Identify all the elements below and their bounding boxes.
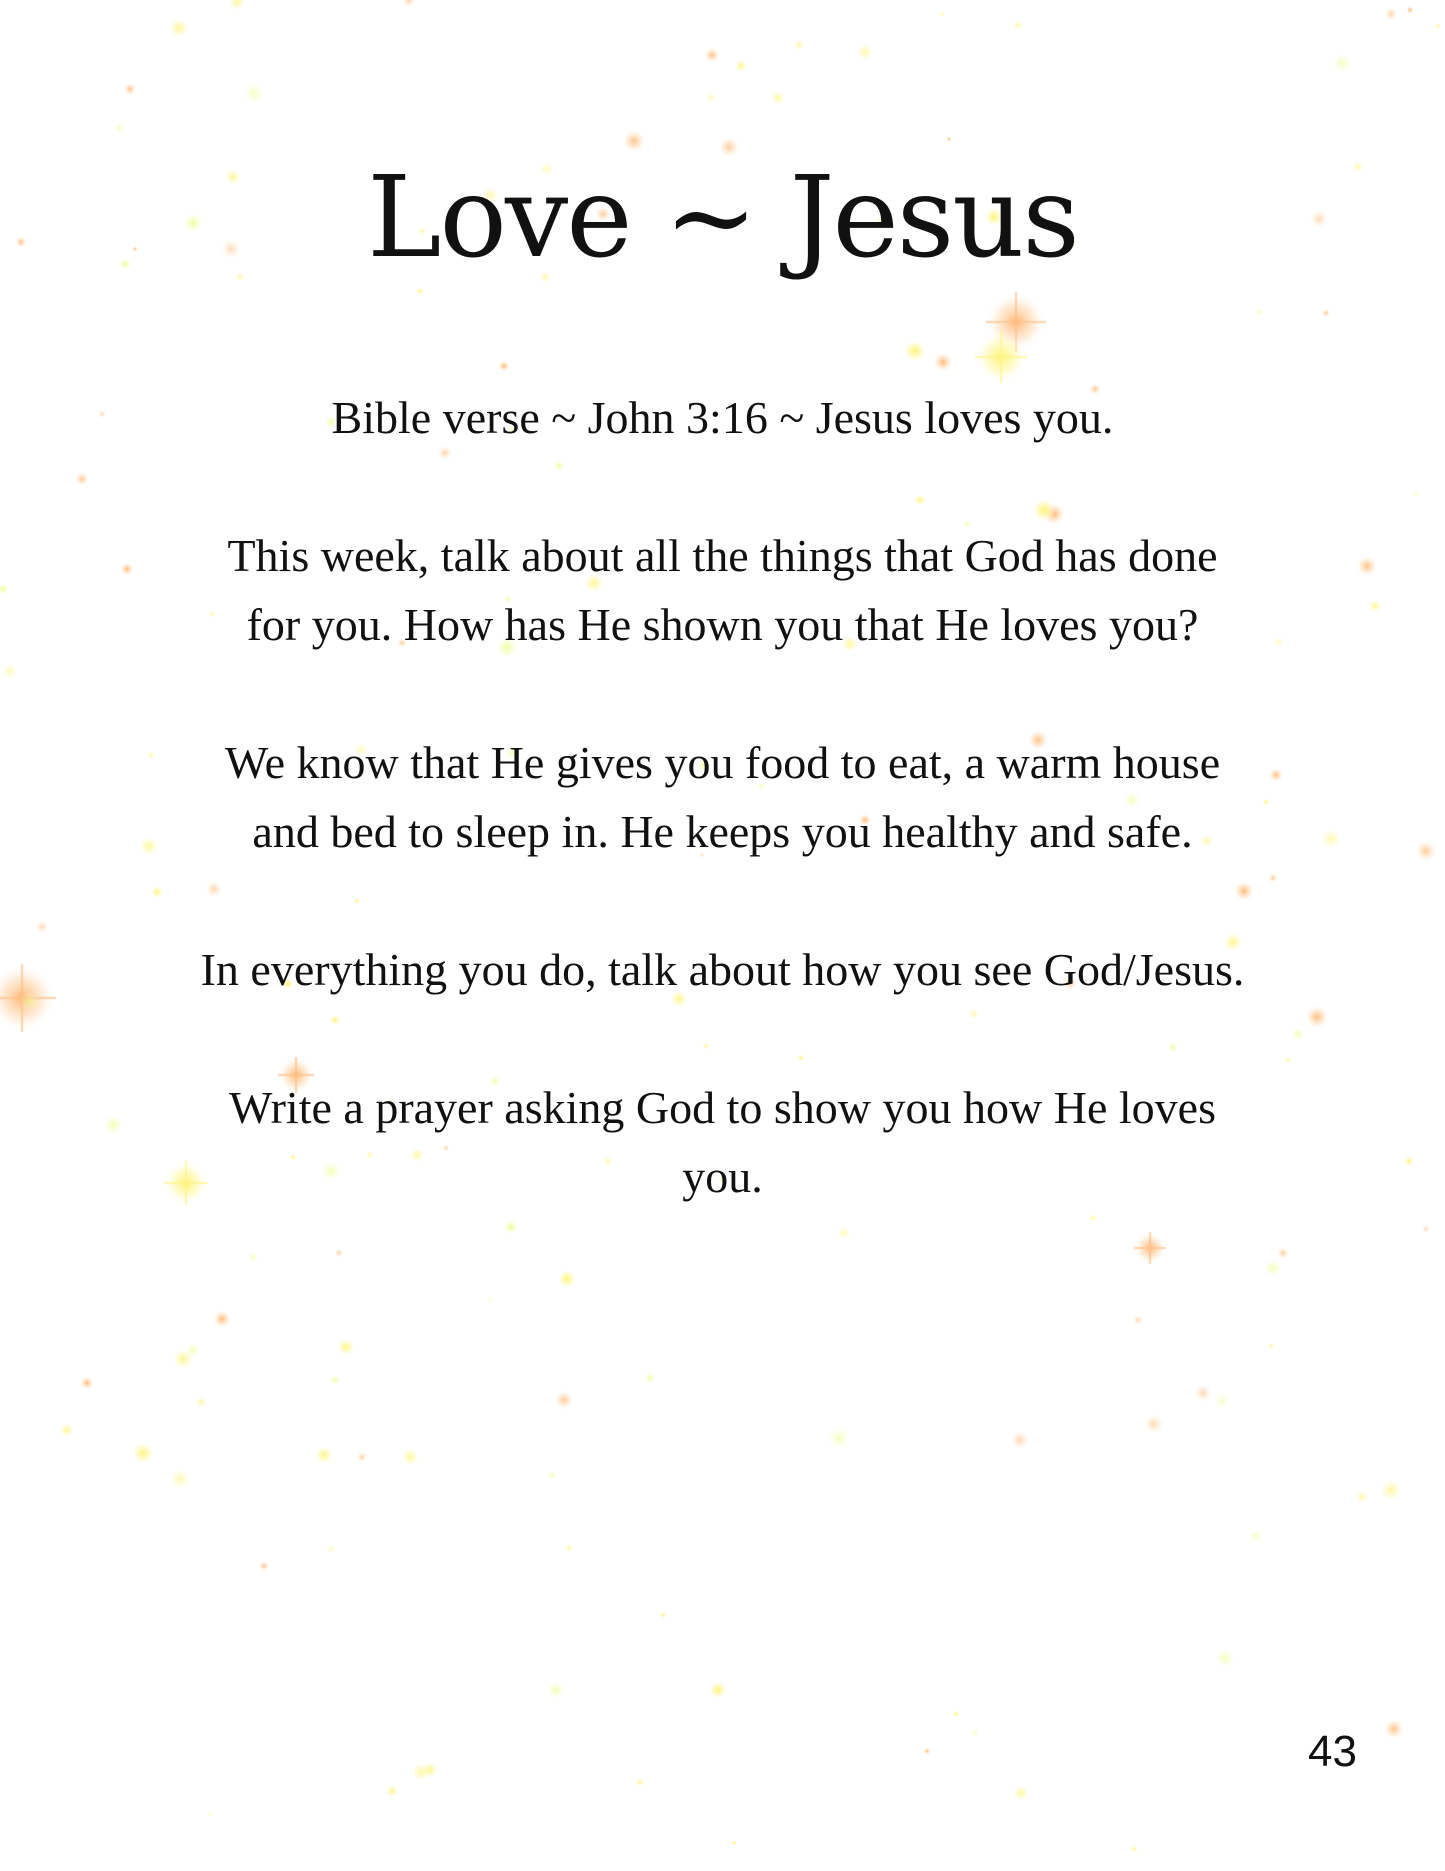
- sparkle-dot: [1214, 1393, 1230, 1409]
- sparkle-dot: [1435, 23, 1441, 29]
- sparkle-dot: [933, 352, 953, 372]
- sparkle-dot: [498, 360, 510, 372]
- sparkle-dot: [402, 0, 416, 7]
- sparkle-dot: [1133, 1315, 1144, 1326]
- sparkle-dot: [1250, 1530, 1263, 1543]
- sparkle-dot: [1413, 491, 1420, 498]
- sparkle-dot: [923, 1747, 931, 1755]
- sparkle-dot: [1277, 1247, 1289, 1259]
- sparkle-dot: [1268, 873, 1278, 883]
- sparkle-dot: [213, 1310, 232, 1329]
- sparkle-dot: [487, 1296, 493, 1302]
- sparkle-dot: [704, 47, 720, 63]
- sparkle-dot: [659, 1611, 667, 1619]
- sparkle-dot: [952, 1710, 960, 1718]
- sparkle-dot: [1356, 555, 1378, 577]
- sparkle-dot: [80, 1376, 94, 1390]
- sparkle-dot: [1269, 768, 1284, 783]
- sparkle-dot: [564, 1543, 573, 1552]
- sparkle-dot: [102, 1114, 123, 1135]
- sparkle-dot: [206, 1810, 213, 1817]
- sparkle-dot: [385, 1784, 399, 1798]
- sparkle-dot: [1284, 1056, 1292, 1064]
- sparkle-dot: [98, 410, 107, 419]
- sparkle-dot: [195, 1396, 207, 1408]
- sparkle-dot: [1013, 20, 1023, 30]
- sparkle-dot: [548, 1471, 557, 1480]
- sparkle-dot: [1406, 6, 1414, 14]
- sparkle-dot: [1422, 1225, 1431, 1234]
- sparkle-dot: [939, 11, 945, 17]
- sparkle-dot: [243, 82, 266, 105]
- page-title: Love ~ Jesus: [367, 153, 1078, 283]
- sparkle-dot: [1013, 1785, 1030, 1802]
- sparkle-dot: [35, 920, 49, 934]
- sparkle-dot: [547, 1681, 565, 1699]
- sparkle-dot: [2, 663, 19, 680]
- paragraph-prayer: Write a prayer asking God to show you how He loves you.: [229, 1082, 1216, 1202]
- sparkle-dot: [60, 1423, 75, 1438]
- sparkle-dot: [1264, 1259, 1283, 1278]
- sparkle-dot: [120, 562, 134, 576]
- sparkle-dot: [554, 1390, 574, 1410]
- paragraph-everything: In everything you do, talk about how you see God/Jesus.: [200, 944, 1245, 995]
- sparkle-dot: [731, 1840, 737, 1846]
- sparkle-dot: [123, 82, 136, 95]
- sparkle-dot: [411, 1762, 431, 1782]
- sparkle-dot: [357, 1452, 368, 1463]
- sparkle-dot: [635, 1777, 644, 1786]
- sparkle-dot: [75, 472, 90, 487]
- sparkle-dot: [20, 992, 41, 1013]
- sparkle-dot: [1355, 1490, 1368, 1503]
- sparkle-dot: [114, 123, 123, 132]
- sparkle-dot: [1320, 828, 1342, 850]
- sparkle-dot: [132, 1442, 155, 1465]
- sparkle-dot: [1010, 1430, 1029, 1449]
- sparkle-dot: [827, 1426, 850, 1449]
- sparkle-dot: [970, 1728, 979, 1737]
- sparkle-dot: [1332, 53, 1353, 74]
- sparkle-dot: [0, 583, 9, 595]
- sparkle-dot: [735, 60, 748, 73]
- sparkle-dot: [1290, 1026, 1305, 1041]
- sparkle-dot: [1130, 1845, 1138, 1853]
- sparkle-dot: [1215, 1648, 1236, 1669]
- sparkle-dot: [771, 91, 785, 105]
- sparkle-dot: [1383, 1718, 1404, 1739]
- sparkle-dot: [946, 136, 952, 142]
- sparkle-dot: [150, 885, 163, 898]
- paragraph-provisions: We know that He gives you food to eat, a warm house and bed to sleep in. He keeps you healthy and safe.: [224, 737, 1221, 857]
- sparkle-dot: [1321, 308, 1330, 317]
- sparkle-dot: [1415, 840, 1437, 862]
- paragraph-talk-about: This week, talk about all the things that God has done for you. How has He shown you that He loves you?: [227, 530, 1218, 650]
- sparkle-dot: [793, 39, 805, 51]
- sparkle-dot: [1404, 1156, 1414, 1166]
- sparkle-dot: [258, 1560, 269, 1571]
- sparkle-ray: [1000, 331, 1002, 383]
- sparkle-dot: [169, 1468, 191, 1490]
- body-text: [200, 383, 1245, 1280]
- sparkle-dot: [903, 339, 926, 362]
- sparkle-dot: [1256, 309, 1262, 315]
- sparkle-dot: [146, 750, 156, 760]
- sparkle-dot: [401, 1448, 419, 1466]
- sparkle-dot: [1380, 1479, 1403, 1502]
- page-number: 43: [1308, 1727, 1357, 1776]
- sparkle-dot: [169, 18, 189, 38]
- sparkle-dot: [1144, 1414, 1164, 1434]
- sparkle-dot: [1274, 637, 1284, 647]
- sparkle-dot: [329, 1374, 340, 1385]
- sparkle-dot: [327, 1545, 336, 1554]
- sparkle-dot: [315, 1446, 333, 1464]
- sparkle-dot: [1194, 1384, 1212, 1402]
- sparkle-dot: [1268, 1343, 1275, 1350]
- sparkle-dot: [1262, 798, 1269, 805]
- sparkle-dot: [644, 1372, 656, 1384]
- sparkle-ray: [185, 1161, 187, 1205]
- sparkle-dot: [857, 44, 874, 61]
- sparkle-dot: [1368, 599, 1382, 613]
- sparkle-dot: [709, 1681, 727, 1699]
- sparkle-dot: [706, 92, 717, 103]
- sparkle-dot: [185, 1342, 202, 1359]
- sparkle-dot: [1384, 7, 1398, 21]
- sparkle-dot: [139, 836, 159, 856]
- sparkle-dot: [228, 0, 245, 11]
- sparkle-dot: [337, 1338, 354, 1355]
- sparkle-dot: [1305, 1005, 1329, 1029]
- bible-verse-line: Bible verse ~ John 3:16 ~ Jesus loves you.: [331, 392, 1114, 443]
